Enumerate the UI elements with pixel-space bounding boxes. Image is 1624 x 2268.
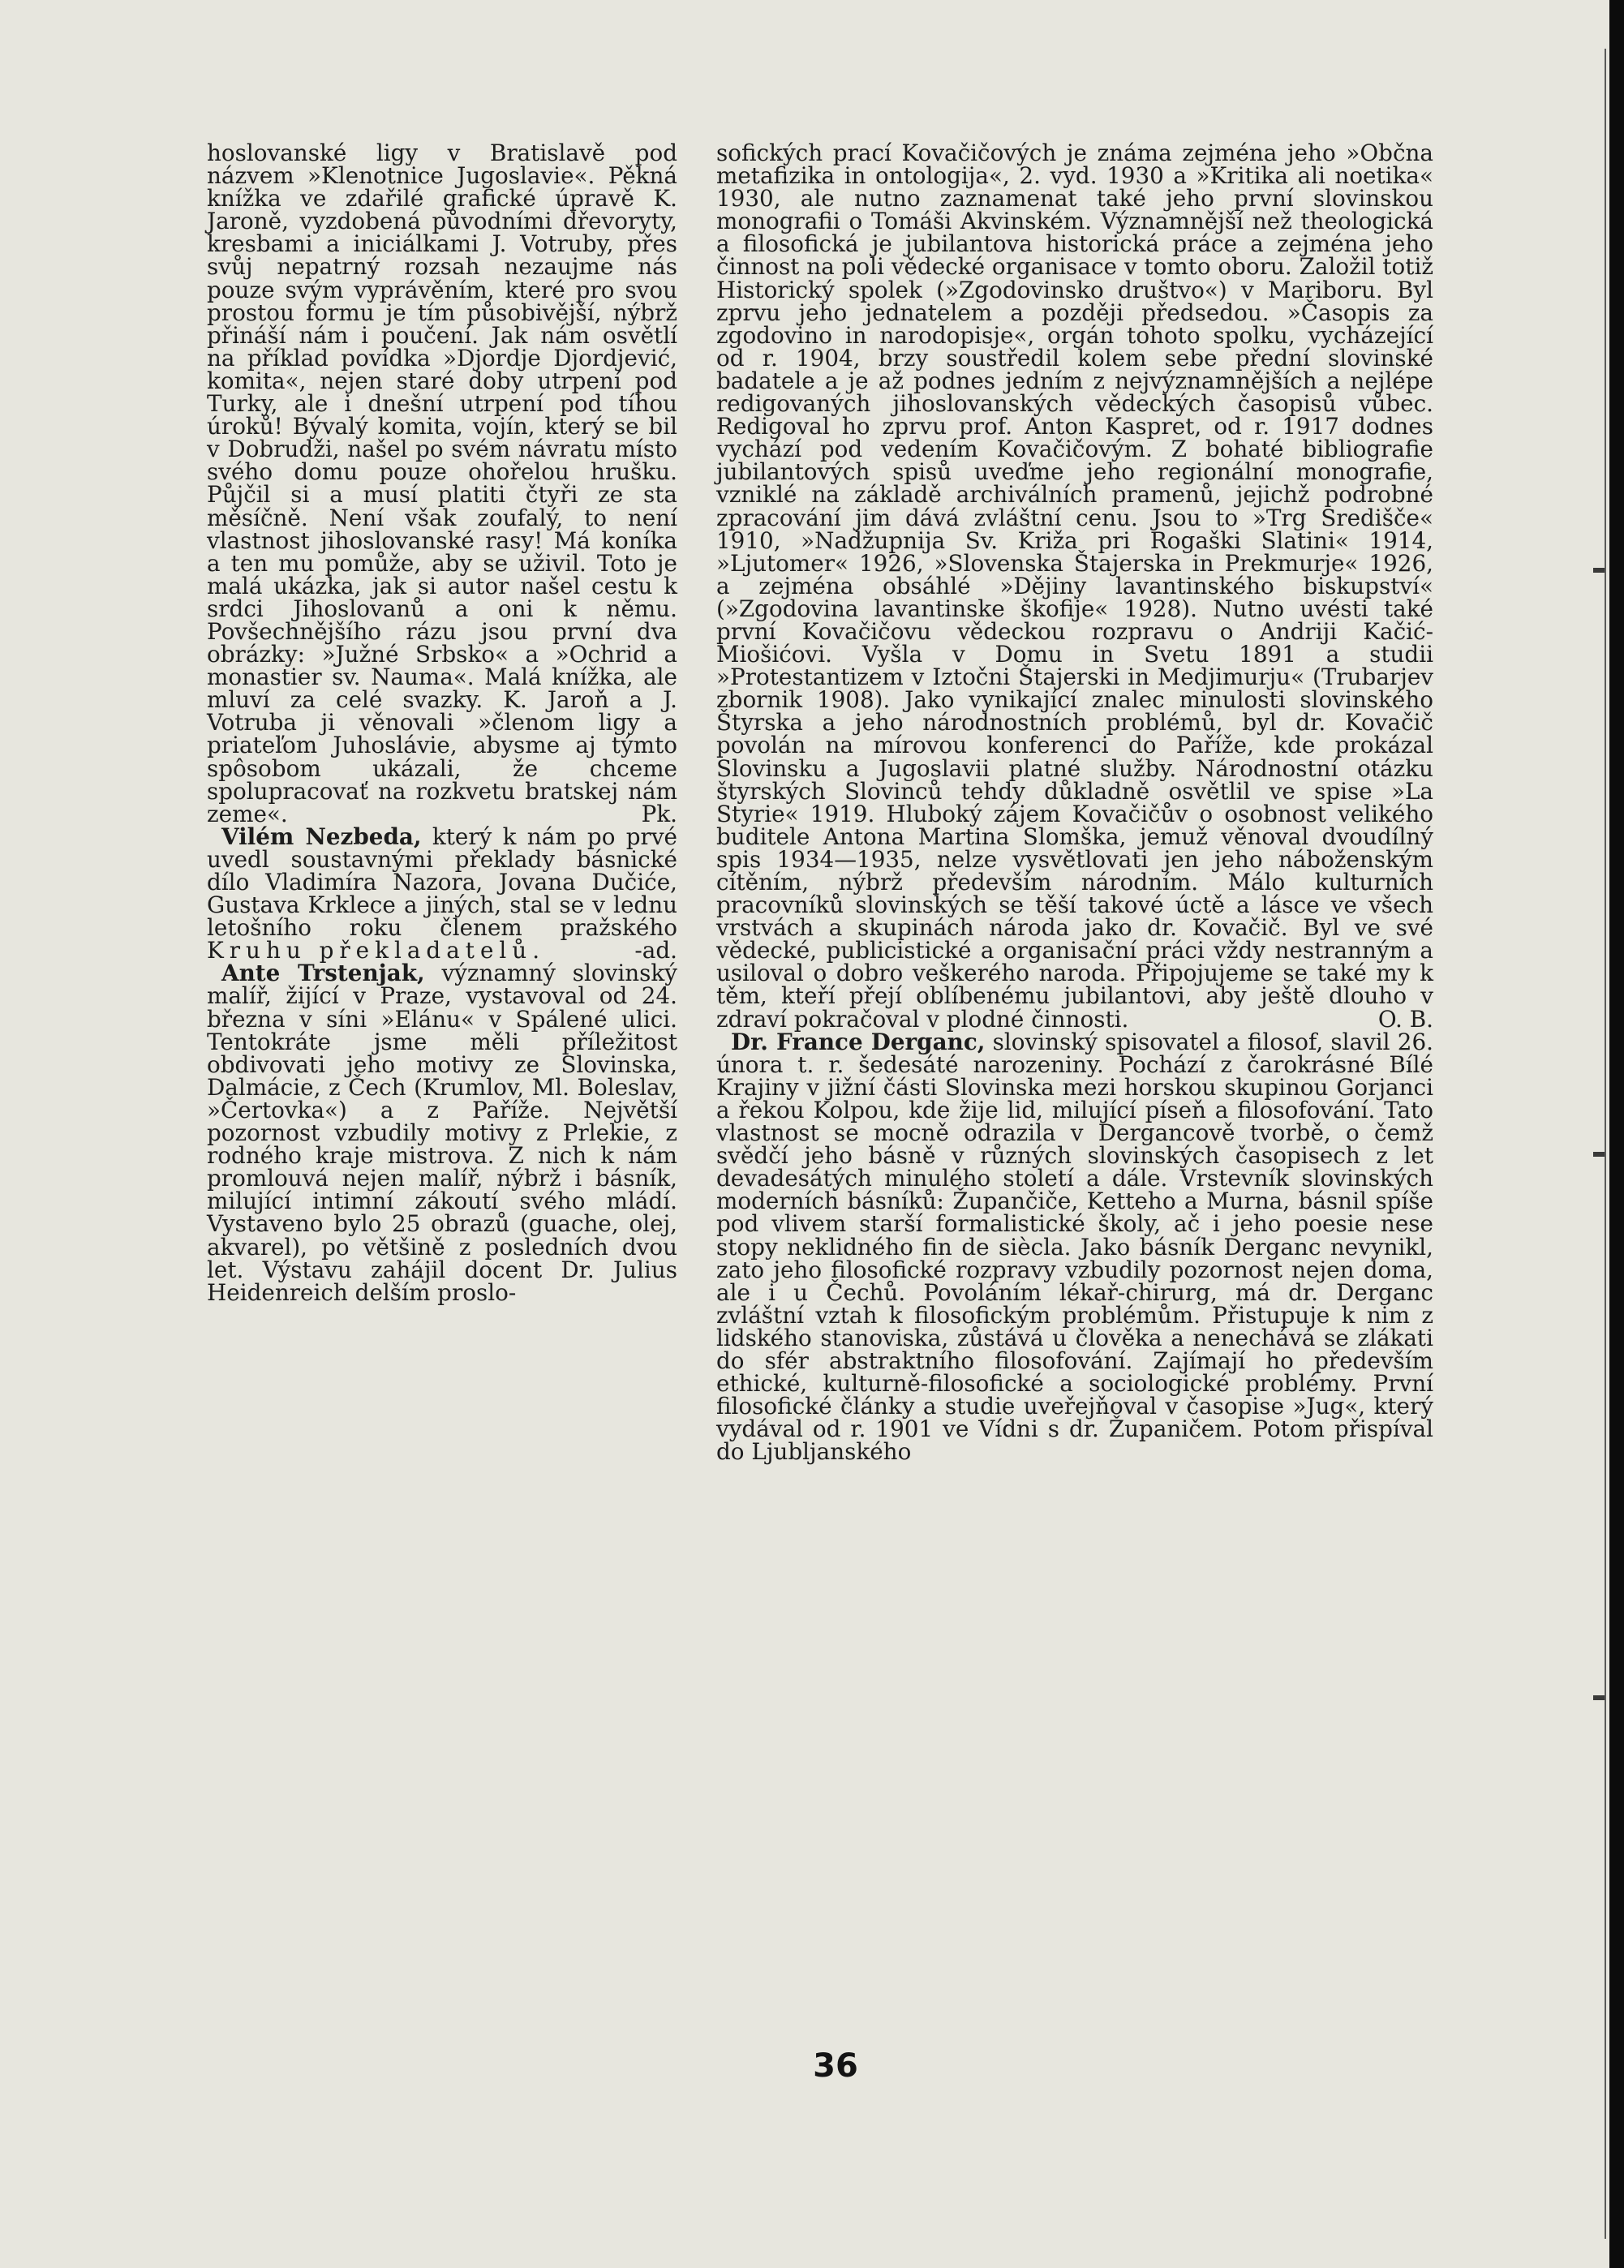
name-trstenjak: Ante Trstenjak, [221, 960, 425, 987]
kovacic-text: sofických prací Kovačičových je známa zejména jeho »Občna metafizika in ontologija«, 2. vyd. 1930 a »Kritika ali noetika« 1930, ale nutno zaznamenat také jeho první slovinskou monografii o Tomáši Akvinském. Významnější než theologická a filosofická je jubilantova historická práce a zejména jeho činnost na poli vědecké organisace v tomto oboru. Založil totiž Historický spolek (»Zgodovinsko društvo«) v Mariboru. Byl zprvu jeho jednatelem a později předsedou. »Časopis za zgodovino in narodopisje«, orgán tohoto spolku, vycházející od r. 1904, brzy soustředil kolem sebe přední slovinské badatele a je až podnes jedním z nejvýznamnějších a nejlépe redigovaných jihoslovanských vědeckých časopisů vůbec. Redigoval ho zprvu prof. Anton Kaspret, od r. 1917 dodnes vychází pod vedením Kovačičovým. Z bohaté bibliografie jubilantových spisů uveďme jeho regionální monografie, vzniklé na základě archiválních pramenů, jejichž podrobné zpracování jim dává zvláštní cenu. Jsou to »Trg Središče« 1910, »Nadžupnija Sv. Križa pri Rogaški Slatini« 1914, »Ljutomer« 1926, »Slovenska Štajerska in Prekmurje« 1926, a zejména obsáhlé »Dějiny lavantinského biskupství« (»Zgodovina lavantinske škofije« 1928). Nutno uvésti také první Kovačičovu vědeckou rozpravu o Andriji Kačić-Miošićovi. Vyšla v Domu in Svetu 1891 a studii »Protestantizem v Iztočni Štajerski in Medjimurju« (Trubarjev zbornik 1908). Jako vynikající znalec minulosti slovinského Štyrska a jeho národnostních problémů, byl dr. Kovačič povolán na mírovou konferenci do Paříže, kde prokázal Slovinsku a Jugoslavii platné služby. Národnostní otázku štyrských Slovinců tehdy důkladně osvětlil ve spise »La Styrie« 1919. Hluboký zájem Kovačičův o osobnost velikého buditele Antona Martina Slomška, jemuž věnoval dvoudílný spis 1934—1935, nelze vysvětlovati jen jeho náboženským cítěním, nýbrž především národním. Málo kulturních pracovníků slovinských se těší takové úctě a lásce ve všech vrstvách a skupinách národa jako dr. Kovačič. Byl ve své vědecké, publicistické a organisační práci vždy nestranným a usiloval o dobro veškerého naroda. Připojujeme se také my k těm, kteří přejí oblíbenému jubilantovi, aby ještě dlouho v zdraví pokračoval v plodné činnosti. [716, 140, 1433, 1033]
binding-line [1605, 49, 1606, 2239]
binding-mark [1593, 1695, 1605, 1700]
kruh-prekladatelu: Kruhu překladatelů. [207, 937, 546, 964]
name-derganc: Dr. France Derganc, [731, 1028, 986, 1055]
signature-pk: Pk. [641, 800, 677, 827]
right-paragraph-derganc [716, 1028, 1433, 1466]
left-paragraph-review [207, 142, 677, 826]
review-text: hoslovanské ligy v Bratislavě pod názvem »Klenotnice Jugoslavie«. Pěkná knížka ve zdařilé grafické úpravě K. Jaroně, vyzdobená původními dřevoryty, kresbami a iniciálkami J. Votruby, přes svůj nepatrný rozsah nezaujme nás pouze svým vyprávěním, které pro svou prostou formu je tím působivější, nýbrž přináší nám i poučení. Jak nám osvětlí na příklad povídka »Djordje Djordjević, komita«, nejen staré doby utrpení pod Turky, ale i dnešní utrpení pod tíhou úroků! Bývalý komita, vojín, který se bil v Dobrudži, našel po svém návratu místo svého domu pouze ohořelou hrušku. Půjčil si a musí platiti čtyři ze sta měsíčně. Není však zoufalý, to není vlastnost jihoslovanské rasy! Má koníka a ten mu pomůže, aby se uživil. Toto je malá ukázka, jak si autor našel cestu k srdci Jihoslovanů a oni k němu. Povšechnějšího rázu jsou první dva obrázky: »Južné Srbsko« a »Ochrid a monastier sv. Nauma«. Malá knížka, ale mluví za celé svazky. K. Jaroň a J. Votruba ji věnovali »členom ligy a priateľom Juhoslávie, abysme aj týmto spôsobom ukázali, že chceme spolupracovať na rozkvetu bratskej nám zeme«. [207, 140, 677, 827]
binding-mark [1593, 1152, 1605, 1157]
page-number: 36 [813, 2047, 858, 2085]
page-edge [1609, 0, 1624, 2268]
name-nezbeda: Vilém Nezbeda, [221, 823, 422, 850]
left-paragraph-nezbeda [207, 823, 677, 964]
left-paragraph-trstenjak [207, 962, 677, 1304]
right-paragraph-kovacic [716, 142, 1433, 1031]
signature-ad: -ad. [634, 937, 677, 964]
signature-ob: O. B. [1377, 1005, 1433, 1033]
left-column [207, 142, 677, 1304]
derganc-text: slovinský spisovatel a filosof, slavil 26. února t. r. šedesáté narozeniny. Pochází z čarokrásné Bílé Krajiny v jižní části Slovinska mezi horskou skupinou Gorjanci a řekou Kolpou, kde žije lid, milující píseň a filosofování. Tato vlastnost se mocně odrazila v Dergancově tvorbě, o čemž svědčí jeho básně v různých slovinských časopisech z let devadesátých minulého století a dále. Vrstevník slovinských moderních básníků: Župančiče, Ketteho a Murna, básnil spíše pod vlivem starší formalistické školy, ač i jeho poesie nese stopy neklidného fin de siècla. Jako básník Derganc nevynikl, zato jeho filosofické rozpravy vzbudily pozornost nejen doma, ale i u Čechů. Povoláním lékař-chirurg, má dr. Derganc zvláštní vztah k filosofickým problémům. Přistupuje k nim z lidského stanoviska, zůstává u člověka a nenechává se zlákati do sfér abstraktního filosofování. Zajímají ho především ethické, kulturně-filosofické a sociologické problémy. První filosofické články a studie uveřejňoval v časopise »Jug«, který vydával od r. 1901 ve Vídni s dr. Županičem. Potom přispíval do Ljubljanského [716, 1028, 1433, 1466]
right-column [716, 140, 1433, 1466]
binding-mark [1593, 568, 1605, 573]
nezbeda-text: který k nám po prvé uvedl soustavnými překlady básnické dílo Vladimíra Nazora, Jovana Dučiće, Gustava Krklece a jiných, stal se v lednu letošního roku členem pražského [207, 823, 677, 942]
trstenjak-text: významný slovinský malíř, žijící v Praze, vystavoval od 24. března v síni »Elánu« v Spálené ulici. Tentokráte jsme měli příležitost obdivovati jeho motivy ze Slovinska, Dalmácie, z Čech (Krumlov, Ml. Boleslav, »Čertovka«) a z Paříže. Největší pozornost vzbudily motivy z Prlekie, z rodného kraje mistrova. Z nich k nám promlouvá nejen malíř, nýbrž i básník, milující intimní zákoutí svého mládí. Vystaveno bylo 25 obrazů (guache, olej, akvarel), po většině z posledních dvou let. Výstavu zahájil docent Dr. Julius Heidenreich delším proslo- [207, 960, 677, 1306]
